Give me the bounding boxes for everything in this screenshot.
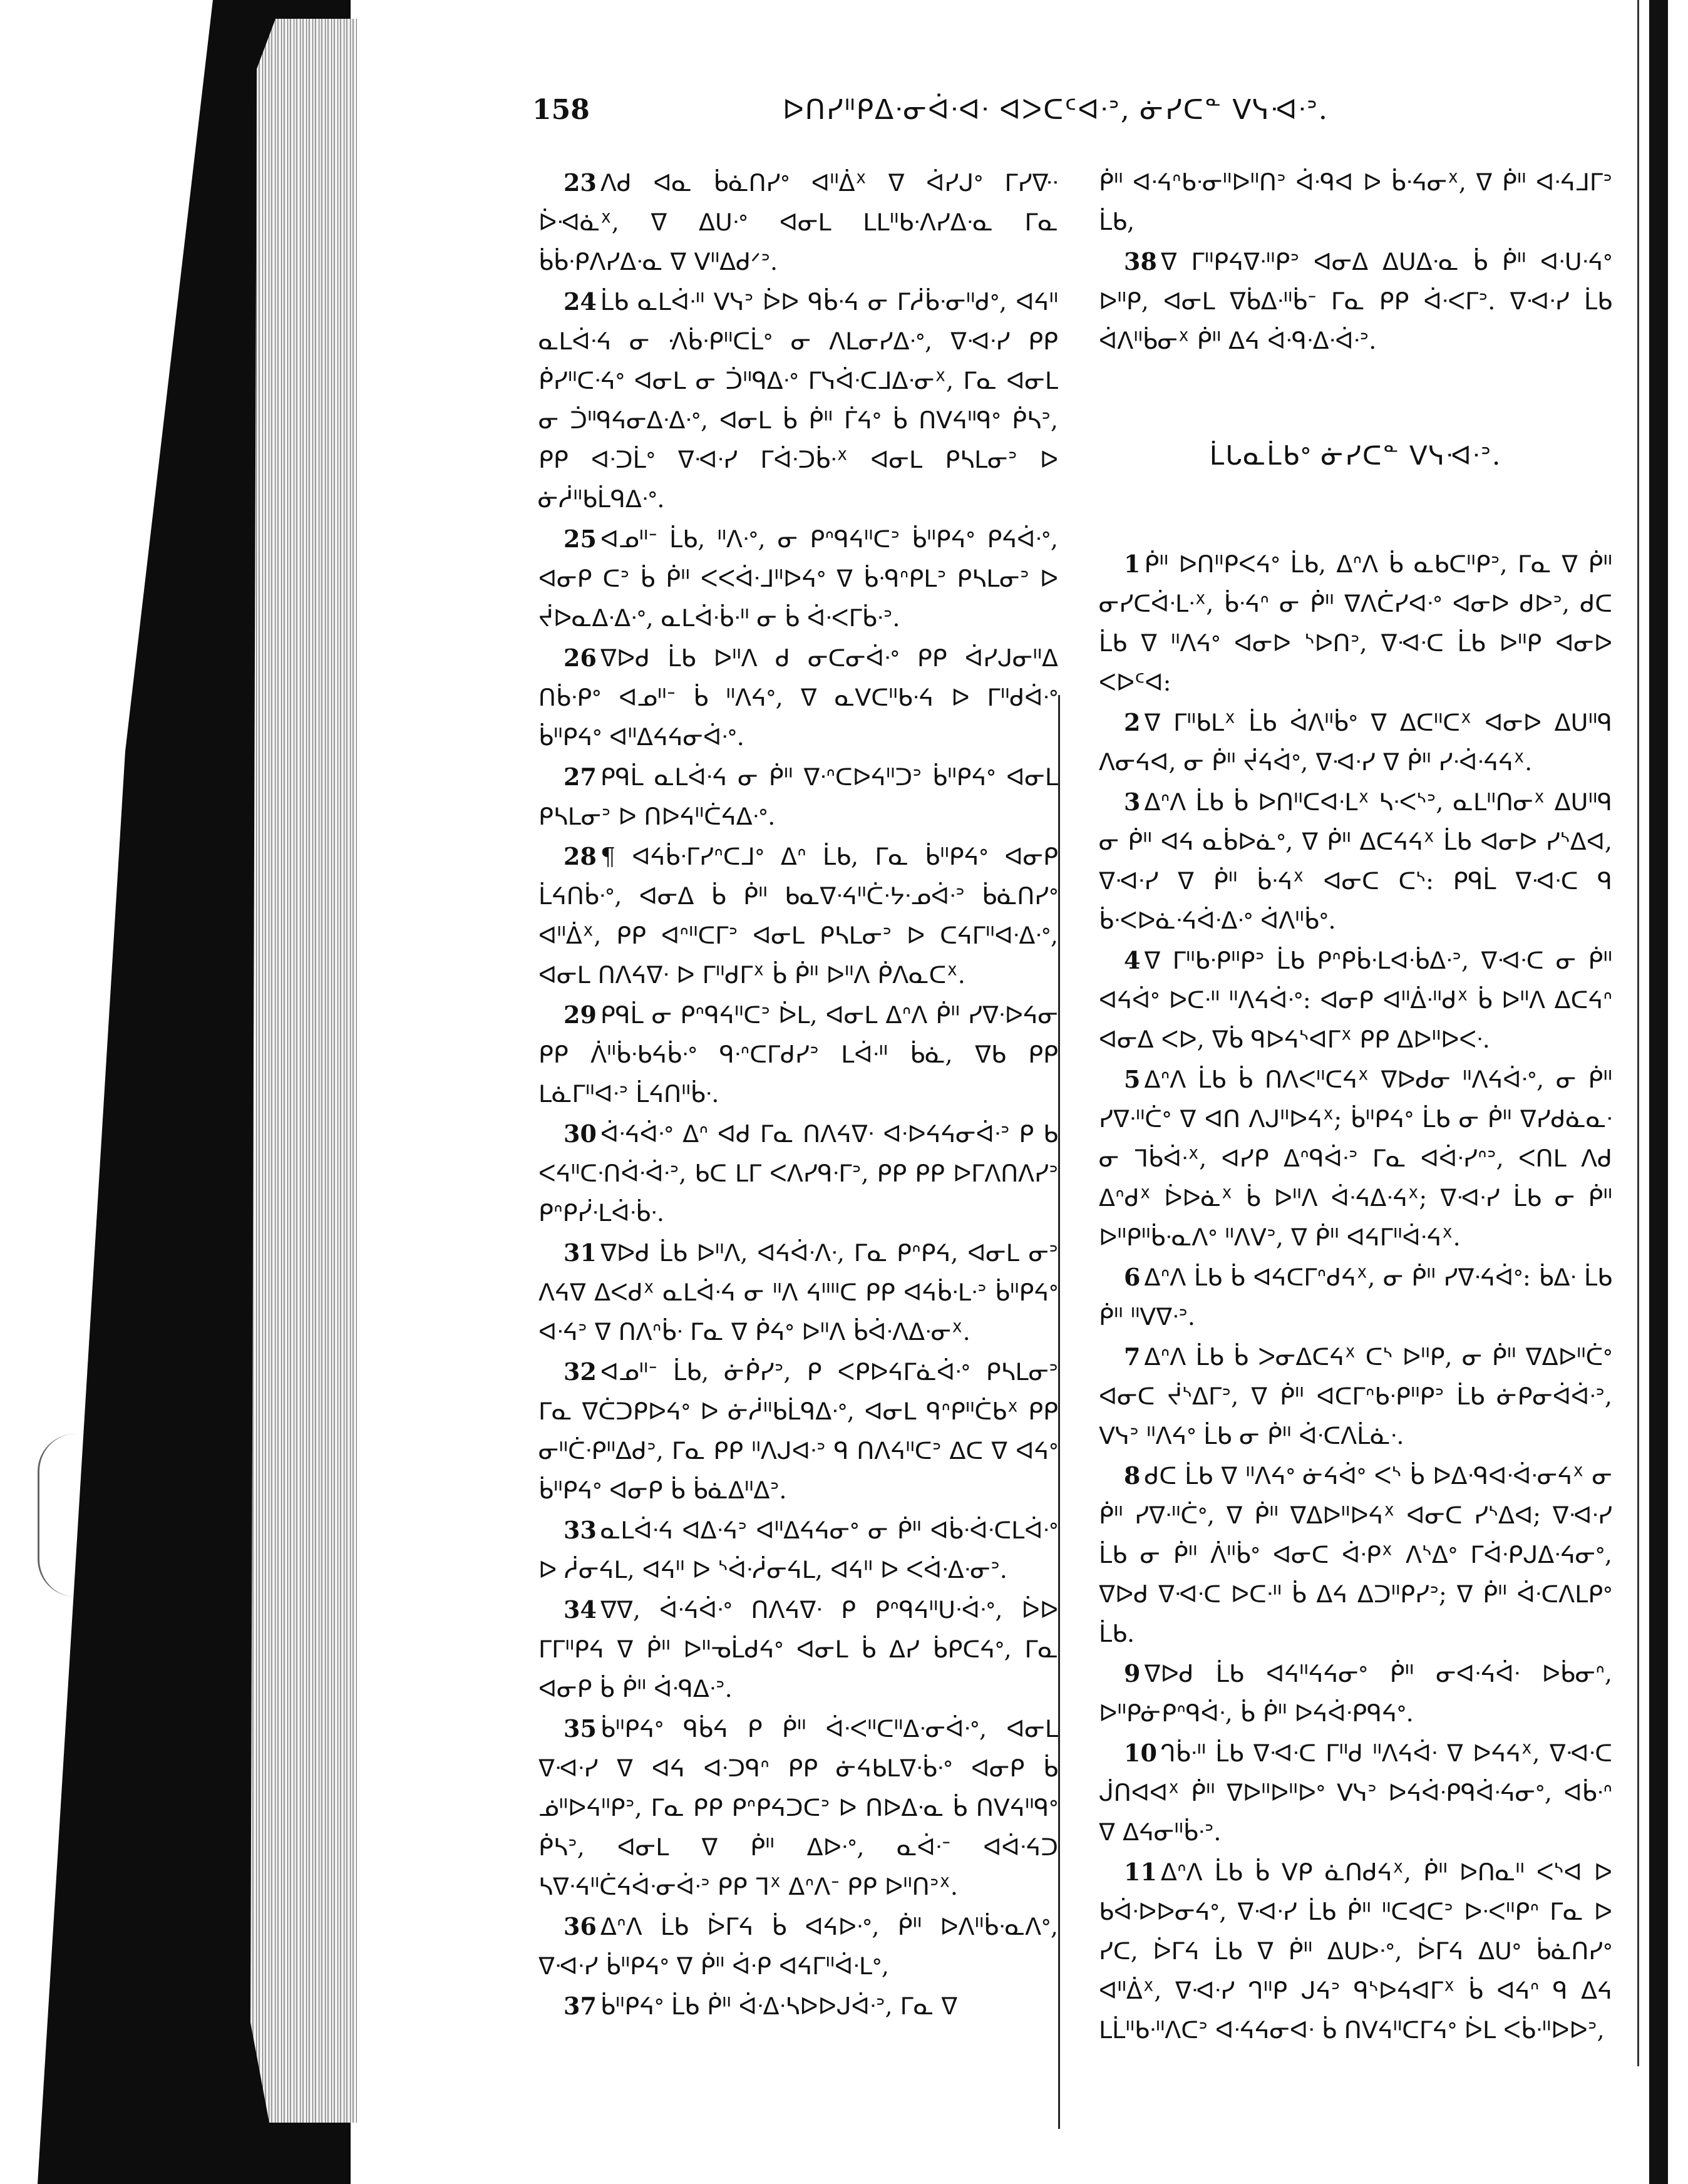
- verse-continuation: ᑮᐦ ᐊᐧᔦᐢᑲᐧᓂᐦᐅᐦᑎᐣ ᐋᐧᑫᐊ ᐅ ᑳᐧᔦᓂᕽ, ᐁ ᑮᐦ ᐊᐧᔦᒧᒥᐣ ᒫᑲ,: [1099, 168, 1612, 235]
- verse-text: ᑭᑫᒫ ᓇᒪᐋᐧᔦ ᓂ ᑮᐦ ᐁᐧᐢᑕᐅᔦᐦᑐᐣ ᑳᐦᑭᔦᐤ ᐊᓂᒪ ᑭᓴᒪᓂᐣ ᐅ ᑎᐅᔦᐦᑖᔦᐃᐧᐤ.: [538, 763, 1058, 830]
- verse-text: ᐊᓄᐦᐨ ᒫᑲ, ᓃᑮᓯᐣ, ᑭ ᐸᑭᐅᔦᒥᓈᐋᐧᐤ ᑭᓴᒪᓂᐣ ᒥᓇ ᐁᑖᑐᑭᐅᔦᐤ ᐅ ᓃᓲᐦᑲᒫᑫᐃᐧᐤ, ᐊᓂᒪ ᑫᐢᑭᐦᑖᑲᕽ ᑭᑭ ᓂᐦᑖᐧᑭᐦᐃᑯᐣ, ᒥᓇ ᑭᑭ ᐦᐱᒍᐊᐧᐣ ᑫ ᑎᐱᔦᐦᑕᐣ ᐃᑕ ᐁ ᐊᔦᐤ ᑳᐦᑭᔦᐤ ᐊᓂᑭ ᑳ ᑳᓈᐃᐦᐃᐣ.: [538, 1358, 1058, 1504]
- verse: [538, 638, 1058, 757]
- chapter-title: ᒫᒐᓇᒫᑲᐤ ᓃᓯᑕᓐ ᐯᓭᐗᐧᐣ.: [1209, 440, 1502, 471]
- verse: [538, 282, 1058, 519]
- left-column: [538, 163, 1058, 2073]
- book-page-edge: [0, 0, 363, 2184]
- verse-text: ᐁ ᒥᐦᑭᔦᐁᐧᐦᑭᐣ ᐊᓂᐃ ᐃᑌᐃᐧᓇ ᑳ ᑮᐦ ᐊᐧᑌᐧᔦᐤ ᐅᐦᑭ, ᐊᓂᒪ ᐁᑳᐃᐧᐦᑳᐨ ᒥᓇ ᑭᑭ ᐋᐧᐸᒥᐣ. ᐁᐗᐧᓯ ᒫᑲ ᐋᐱᐦᑳᓂᕽ ᑮᐦ ᐃᔦ ᐋᐧᑫᐧᐃᐧᐋᐧᐣ.: [1099, 248, 1612, 354]
- verse: [538, 757, 1058, 837]
- verse-number: 23: [564, 168, 597, 197]
- verse: [1099, 1733, 1612, 1852]
- verse: [1099, 1337, 1612, 1456]
- verse: [1099, 1059, 1612, 1257]
- verse: [1099, 703, 1612, 782]
- verse-number: 35: [564, 1714, 597, 1743]
- verse-number: 3: [1124, 788, 1141, 816]
- verse: [538, 519, 1058, 638]
- verse-text: ᐃᐢᐱ ᒫᑲ ᑳ ᐳᓂᐃᑕᔦᕽ ᑕᔅ ᐅᐦᑭ, ᓂ ᑮᐦ ᐁᐃᐅᐦᑖᐤ ᐊᓂᑕ ᔫᔅᐃᒥᐣ, ᐁ ᑮᐦ ᐊᑕᒥᐢᑲᐧᑭᐦᑭᐣ ᒫᑲ ᓃᑭᓂᐋᐋᐧᐣ, ᐯᓭᐣ ᐦᐱᔦᐤ ᒫᑲ ᓂ ᑮᐦ ᐋᐧᑕᐱᒫᓈᐧ.: [1099, 1343, 1612, 1450]
- verse-text: ᑯᑕ ᒫᑲ ᐁ ᐦᐱᔦᐤ ᓃᔦᐋᐤ ᐸᔅ ᑳ ᐅᐃᐧᑫᐊᐧᐋᐧᓂᔦᕽ ᓂ ᑮᐦ ᓯᐁᐧᐦᑖᐤ, ᐁ ᑮᐦ ᐁᐃᐅᐦᐅᔦᕽ ᐊᓂᑕ ᓯᔅᐃᐊ; ᐁᐗᐧᓯ ᒫᑲ ᓂ ᑮᐦ ᐲᐦᑳᐤ ᐊᓂᑕ ᐋᐧᑭᕽ ᐱᔅᐃᐤ ᒥᐋᐧᑭᒍᐃᐧᔦᓂᐤ, ᐁᐅᑯ ᐁᐗᐧᑕ ᐅᑕᐧᐦ ᑳ ᐃᔦ ᐃᑐᐦᑭᓯᐣ; ᐁ ᑮᐦ ᐋᐧᑕᐱᒪᑭᐤ ᒫᑲ.: [1099, 1462, 1612, 1647]
- verse: [1099, 940, 1612, 1059]
- column-divider: [1058, 695, 1060, 2129]
- verse: [538, 163, 1058, 282]
- verse-text: ᒉᑳᐧᐦ ᒫᑲ ᐁᐗᐧᑕ ᒥᐦᑯ ᐦᐱᔦᐋᐧ ᐁ ᐅᔦᔦᕽ, ᐁᐗᐧᑕ ᒎᑎᐊᐊᕽ ᑮᐦ ᐁᐅᐦᐅᐦᐅᐤ ᐯᓭᐣ ᐅᔦᐋᐧᑭᑫᐋᐧᔦᓂᐤ, ᐊᑳᐧᐢ ᐁ ᐃᔦᓂᐦᑳᐧᐣ.: [1099, 1739, 1612, 1846]
- verse-text: ᑭᑫᒫ ᓂ ᑭᐢᑫᔦᐦᑕᐣ ᐆᒪ, ᐊᓂᒪ ᐃᐢᐱ ᑮᐦ ᓯᐁᐧᐅᔦᓂ ᑭᑭ ᐲᐦᑳᐧᑲᔦᑳᐧᐤ ᑫᐧᐢᑕᒥᑯᓯᐣ ᒪᐋᐧᐦ ᑳᓈ, ᐁᑲ ᑭᑭ ᒪᓈᒥᐦᐊᐧᐣ ᒫᔦᑎᐦᑳᐧ.: [538, 1001, 1058, 1108]
- verse-number: 37: [564, 1992, 597, 2020]
- verse-number: 29: [564, 1001, 597, 1029]
- verse: [1099, 544, 1612, 703]
- verse: [1099, 1257, 1612, 1337]
- verse: [1099, 1852, 1612, 2050]
- verse-number: 8: [1124, 1461, 1141, 1490]
- verse: [538, 1352, 1058, 1510]
- verse: [1099, 242, 1612, 361]
- verse: [1099, 1654, 1612, 1733]
- verse-text: ᐁᐅᑯ ᒫᑲ ᐅᐦᐱ, ᐊᔦᐋᐧᐱᐧ, ᒥᓇ ᑭᐢᑭᔦ, ᐊᓂᒪ ᓂᐣ ᐱᔦᐁ ᐃᐸᑯᕽ ᓇᒪᐋᐧᔦ ᓂ ᐦᐱ ᔦᐦᐦᑕ ᑭᑭ ᐊᔦᑳᐧᒪᐧᐣ ᑳᐦᑭᔦᐤ ᐊᐧᔦᐣ ᐁ ᑎᐱᐢᑳᐧ ᒥᓇ ᐁ ᑮᔦᐤ ᐅᐦᐱ ᑳᐋᐧᐱᐃᐧᓂᕽ.: [538, 1239, 1058, 1346]
- verse-text: ᓇᒪᐋᐧᔦ ᐊᐃᐧᔦᐣ ᐊᐦᐃᔦᔦᓂᐤ ᓂ ᑮᐦ ᐊᑳᐧᐋᐧᑕᒪᐋᐧᐤ ᐅ ᓲᓂᔦᒪ, ᐊᔦᐦ ᐅ ᔅᐋᐧᓲᓂᔦᒪ, ᐊᔦᐦ ᐅ ᐸᐋᐧᐃᐧᓂᐣ.: [538, 1517, 1058, 1584]
- verse-number: 9: [1124, 1659, 1141, 1687]
- verse-number: 7: [1124, 1342, 1141, 1371]
- verse-text: ᐃᐢᐱ ᒫᑲ ᑳ ᑎᐱᐸᐦᑕᔦᕽ ᐁᐅᑯᓂ ᐦᐱᔦᐋᐧᐤ, ᓂ ᑮᐦ ᓯᐁᐧᐦᑖᐤ ᐁ ᐊᑎ ᐱᒍᐦᐅᔦᕽ; ᑳᐦᑭᔦᐤ ᒫᑲ ᓂ ᑮᐦ ᐁᓯᑯᓈᓇᐧ ᓂ ᒣᑳᐋᐧᕽ, ᐊᓯᑭ ᐃᐢᑫᐋᐧᐣ ᒥᓇ ᐊᐋᐧᓯᐢᐣ, ᐸᑎᒪ ᐱᑯ ᐃᐢᑯᕽ ᐆᐅᓈᕽ ᑳ ᐅᐦᐱ ᐋᐧᔦᐃᐧᔦᕽ; ᐁᐗᐧᓯ ᒫᑲ ᓂ ᑮᐦ ᐅᐦᑭᐦᑳᐧᓇᐱᐤ ᐦᐱᐯᐣ, ᐁ ᑮᐦ ᐊᔦᒥᐦᐋᐧᔦᕽ.: [1099, 1066, 1612, 1251]
- verse: [538, 1510, 1058, 1590]
- verse-number: 36: [564, 1912, 597, 1940]
- verse-number: 32: [564, 1357, 597, 1386]
- page-number: 158: [532, 94, 590, 126]
- page-header: [513, 94, 1640, 144]
- verse-number: 26: [564, 644, 597, 672]
- verse-number: 28: [564, 842, 597, 870]
- verse: [1099, 1456, 1612, 1654]
- verse-text: ᐁ ᒥᐦᑲᒪᕽ ᒫᑲ ᐋᐱᐦᑳᐤ ᐁ ᐃᑕᐦᑕᕽ ᐊᓂᐅ ᐃᑌᐦᑫ ᐱᓂᔦᐊ, ᓂ ᑮᐦ ᔫᔦᐋᐤ, ᐁᐗᐧᓯ ᐁ ᑮᐦ ᓯᐧᐋᐧᔦᔦᕽ.: [1099, 709, 1612, 776]
- verse-number: 2: [1124, 708, 1141, 736]
- right-column: [1099, 163, 1612, 2073]
- verse-number: 34: [564, 1595, 597, 1624]
- verse-number: 5: [1124, 1065, 1141, 1093]
- book-page: [513, 94, 1640, 2135]
- verse-number: 31: [564, 1239, 597, 1267]
- verse-number: 4: [1124, 946, 1141, 974]
- verse-text: ᐁ ᒥᐦᑲᐧᑭᐦᑭᐣ ᒫᑲ ᑭᐢᑭᑳᐧᒪᐊᐧᑳᐃᐧᐣ, ᐁᐗᐧᑕ ᓂ ᑮᐦ ᐊᔦᐋᐤ ᐅᑕᐧᐦ ᐦᐱᔦᐋᐧᐤ: ᐊᓂᑭ ᐊᐦᐄᐧᐦᑯᕽ ᑳ ᐅᐦᐱ ᐃᑕᔦᐢ ᐊᓂᐃ ᐸᐅ, ᐁᑳ ᑫᐅᔦᔅᐊᒥᕽ ᑭᑭ ᐃᐅᐦᐅᐸᐧ.: [1099, 947, 1612, 1053]
- verse-text: ᑳᐦᑭᔦᐤ ᒫᑲ ᑮᐦ ᐋᐧᐃᐧᓴᐅᐅᒍᐋᐧᐣ, ᒥᓇ ᐁ: [600, 1992, 958, 2020]
- verse-text: ᑮᐦ ᐅᑎᐦᑭᐸᔦᐤ ᒫᑲ, ᐃᐢᐱ ᑳ ᓇᑲᑕᐦᑭᐣ, ᒥᓇ ᐁ ᑮᐦ ᓂᓯᑕᐋᐧᒪᐧᕽ, ᑳᐧᔦᐢ ᓂ ᑮᐦ ᐁᐱᑖᓯᐊᐧᐤ ᐊᓂᐅ ᑯᐅᐣ, ᑯᑕ ᒫᑲ ᐁ ᐦᐱᔦᐤ ᐊᓂᐅ ᔅᐅᑎᐣ, ᐁᐗᐧᑕ ᒫᑲ ᐅᐦᑭ ᐊᓂᐅ ᐸᐅᑦᐊ:: [1099, 550, 1612, 696]
- right-page-border: [1649, 0, 1688, 2184]
- verse-number: 33: [564, 1516, 597, 1544]
- verse-number: 25: [564, 525, 597, 553]
- verse-number: 27: [564, 763, 597, 791]
- verse-number: 11: [1124, 1858, 1157, 1886]
- verse-number: 1: [1124, 550, 1141, 578]
- verse-text: ᐃᐢᐱ ᒫᑲ ᐆᒥᔦ ᑳ ᐊᔦᐅᐧᐤ, ᑮᐦ ᐅᐱᐦᑳᐧᓇᐱᐤ, ᐁᐗᐧᓯ ᑳᐦᑭᔦᐤ ᐁ ᑮᐦ ᐋᐧᑭ ᐊᔦᒥᐦᐋᐧᒪᐤ,: [538, 1913, 1058, 1980]
- verse-text: ᐃᐢᐱ ᒫᑲ ᑳ ᐊᔦᑕᒥᐢᑯᔦᕽ, ᓂ ᑮᐦ ᓯᐁᐧᔦᐋᐤ: ᑳᐃᐧ ᒫᑲ ᑮᐦ ᐦᐯᐁᐧᐣ.: [1099, 1264, 1612, 1331]
- page-stack-edges: [250, 19, 357, 2123]
- verse-text: ᐁᐅᑯ ᒫᑲ ᐊᔦᐦᔦᔦᓂᐤ ᑮᐦ ᓂᐊᐧᔦᐋᐧ ᐅᑳᓂᐢ, ᐅᐦᑭᓃᑭᐢᑫᐋᐧ, ᑳ ᑮᐦ ᐅᔦᐋᐧᑭᑫᔦᐤ.: [1099, 1660, 1612, 1727]
- verse-text: ᐱᑯ ᐊᓇ ᑳᓈᑎᓯᐤ ᐊᐦᐄᕽ ᐁ ᐋᓯᒍᐤ ᒥᓯᐍᐧ ᐆᐗᓈᕽ, ᐁ ᐃᑌᐧᐤ ᐊᓂᒪ ᒪᒪᐦᑲᐧᐱᓯᐃᐧᓇ ᒥᓇ ᑳᑳᐧᑭᐱᓯᐃᐧᓇ ᐁ ᐯᐦᐃᑯᐟᐣ.: [538, 169, 1058, 276]
- verse-text: ᐋᐧᔦᐋᐧᐤ ᐃᐢ ᐊᑯ ᒥᓇ ᑎᐱᔦᐁᐧ ᐊᐧᐅᔦᔦᓂᐋᐧᐣ ᑭ ᑲ ᐸᔦᐦᑕᐧᑎᐋᐧᐋᐧᐣ, ᑲᑕ ᒪᒥ ᐸᐱᓯᑫᐧᒥᐣ, ᑭᑭ ᑭᑭ ᐅᒥᐱᑎᐱᓯᐣ ᑭᐢᑭᓰᐧᒪᐋᐧᑳᐧ.: [538, 1120, 1058, 1227]
- verse-text: ¶ ᐊᔦᑳᐧᒥᓯᐢᑕᒧᐤ ᐃᐢ ᒫᑲ, ᒥᓇ ᑳᐦᑭᔦᐤ ᐊᓂᑭ ᒫᔦᑎᑳᐧᐤ, ᐊᓂᐃ ᑳ ᑮᐦ ᑲᓇᐁᐧᔦᐦᑖᐧᔭᐧᓄᐋᐧᐣ ᑳᓈᑎᓯᐤ ᐊᐦᐄᕽ, ᑭᑭ ᐊᐢᐦᑕᒥᐣ ᐊᓂᒪ ᑭᓴᒪᓂᐣ ᐅ ᑕᔦᒥᐦᐊᐧᐃᐧᐤ, ᐊᓂᒪ ᑎᐱᔦᐁᐧ ᐅ ᒥᐦᑯᒥᕽ ᑳ ᑮᐦ ᐅᐦᐱ ᑮᐱᓇᑕᕽ.: [538, 843, 1058, 989]
- verse: [538, 1986, 1058, 2026]
- verse: [538, 1907, 1058, 1986]
- verse-number: 6: [1124, 1263, 1141, 1291]
- verse-text: ᐁᐅᑯ ᒫᑲ ᐅᐦᐱ ᑯ ᓂᑕᓂᐋᐧᐤ ᑭᑭ ᐋᓯᒍᓂᐦᐃ ᑎᑳᐧᑭᐤ ᐊᓄᐦᐨ ᑳ ᐦᐱᔦᐤ, ᐁ ᓇᐯᑕᐦᑲᐧᔦ ᐅ ᒥᐦᑯᐋᐧᐤ ᑳᐦᑭᔦᐤ ᐊᐦᐃᔦᔦᓂᐋᐧᐤ.: [538, 644, 1058, 751]
- verse: [538, 837, 1058, 995]
- verse-text: ᑳᐦᑭᔦᐤ ᑫᑳᔦ ᑭ ᑮᐦ ᐋᐧᐸᐦᑕᐦᐃᐧᓂᐋᐧᐤ, ᐊᓂᒪ ᐁᐗᐧᓯ ᐁ ᐊᔦ ᐊᐧᑐᑫᐢ ᑭᑭ ᓃᔦᑲᒪᐁᐧᑳᐧᐤ ᐊᓂᑭ ᑳ ᓅᐦᐅᔦᐦᑭᐣ, ᒥᓇ ᑭᑭ ᑭᐢᑭᔦᑐᑕᐣ ᐅ ᑎᐅᐃᐧᓇ ᑳ ᑎᐯᔦᐦᑫᐤ ᑮᓴᐣ, ᐊᓂᒪ ᐁ ᑮᐦ ᐃᐅᐧᐤ, ᓇᐋᐧᐨ ᐊᐋᐧᔦᑐ ᓴᐁᐧᔦᐦᑖᔦᐋᐧᓂᐋᐧᐣ ᑭᑭ ᒣᕽ ᐃᐢᐱᐨ ᑭᑭ ᐅᐦᑎᐣᕽ.: [538, 1715, 1058, 1900]
- verse: [1099, 782, 1612, 940]
- page-curl-mark: [38, 1434, 77, 1597]
- verse-text: ᐃᐢᐱ ᒫᑲ ᑳ ᐅᑎᐦᑕᐊᐧᒪᕽ ᓴᐧᐸᔅᐣ, ᓇᒪᐦᑎᓂᕽ ᐃᑌᐦᑫ ᓂ ᑮᐦ ᐊᔦ ᓇᑳᐅᓈᐤ, ᐁ ᑮᐦ ᐃᑕᔦᔦᕽ ᒫᑲ ᐊᓂᐅ ᓯᔅᐃᐊ, ᐁᐗᐧᓯ ᐁ ᑮᐦ ᑳᐧᔦᕽ ᐊᓂᑕ ᑕᔅ: ᑭᑫᒫ ᐁᐗᐧᑕ ᑫ ᑳᐧᐸᐅᓈᐧᔦᐋᐧᐃᐧᐤ ᐋᐱᐦᑳᐤ.: [1099, 788, 1612, 934]
- verse: [538, 995, 1058, 1114]
- verse-text: ᒫᑲ ᓇᒪᐋᐧᐦ ᐯᓭᐣ ᐆᐅ ᑫᑳᐧᔦ ᓂ ᒥᓲᑳᐧᓂᐦᑯᐤ, ᐊᔦᐦ ᓇᒪᐋᐧᔦ ᓂ ᐼᑳᐧᑭᐦᑕᒫᐤ ᓂ ᐱᒪᓂᓯᐃᐧᐤ, ᐁᐗᐧᓯ ᑭᑭ ᑮᓯᐦᑕᐧᔦᐤ ᐊᓂᒪ ᓂ ᑑᐦᑫᐃᐧᐤ ᒥᓭᐋᐧᑕᒧᐃᐧᓂᕽ, ᒥᓇ ᐊᓂᒪ ᓂ ᑑᐦᑫᔦᓂᐃᐧᐃᐧᐤ, ᐊᓂᒪ ᑳ ᑮᐦ ᒦᔦᐤ ᑳ ᑎᐯᔦᐦᑫᐤ ᑮᓴᐣ, ᑭᑭ ᐊᐧᑐᒫᐤ ᐁᐗᐧᓯ ᒥᐋᐧᑐᑳᐧᕽ ᐊᓂᒪ ᑭᓴᒪᓂᐣ ᐅ ᓃᓲᐦᑲᒫᑫᐃᐧᐤ.: [538, 288, 1058, 513]
- verse-text: ᐁᐁ, ᐋᐧᔦᐋᐧᐤ ᑎᐱᔦᐁᐧ ᑭ ᑭᐢᑫᔦᐦᑌᐧᐋᐧᐤ, ᐆᐅ ᒥᒥᐦᑭᔦ ᐁ ᑮᐦ ᐅᐦᓀᒫᑯᔦᐤ ᐊᓂᒪ ᑳ ᐃᓯ ᑳᑭᑕᔦᐤ, ᒥᓇ ᐊᓂᑭ ᑳ ᑮᐦ ᐋᐧᑫᐃᐧᐣ.: [538, 1596, 1058, 1702]
- verse-number: 30: [564, 1120, 597, 1148]
- verse-number: 10: [1124, 1739, 1157, 1767]
- running-title: ᐅᑎᓯᐦᑭᐃᐧᓂᐋᐧᐊᐧ ᐊᐳᑕᑦᐊᐧᐣ, ᓃᓯᑕᓐ ᐯᓭᐗᐧᐣ.: [783, 94, 1329, 126]
- verse: [538, 1709, 1058, 1907]
- verse-text: ᐊᓄᐦᐨ ᒫᑲ, ᐦᐱᐧᐤ, ᓂ ᑭᐢᑫᔦᐦᑕᐣ ᑳᐦᑭᔦᐤ ᑭᔦᐋᐧᐤ, ᐊᓂᑭ ᑕᐣ ᑳ ᑮᐦ ᐸᐸᐋᐧᒧᐦᐅᔦᐤ ᐁ ᑳᐧᑫᐢᑭᒪᐣ ᑭᓴᒪᓂᐣ ᐅ ᔫᐅᓇᐃᐧᐃᐧᐤ, ᓇᒪᐋᐧᑳᐧᐦ ᓂ ᑳ ᐋᐧᐸᒥᑳᐧᐣ.: [538, 525, 1058, 632]
- verse-text: ᐃᐢᐱ ᒫᑲ ᑳ ᐯᑭ ᓈᑎᑯᔦᕽ, ᑮᐦ ᐅᑎᓇᐦ ᐸᔅᐊ ᐅ ᑲᐋᐧᐅᐅᓂᔦᐤ, ᐁᐗᐧᓯ ᒫᑲ ᑮᐦ ᐦᑕᐊᑕᐣ ᐅᐧᐸᐦᑭᐢ ᒥᓇ ᐅ ᓯᑕ, ᐆᒥᔦ ᒫᑲ ᐁ ᑮᐦ ᐃᑌᐅᐧᐤ, ᐆᒥᔦ ᐃᑌᐤ ᑳᓈᑎᓯᐤ ᐊᐦᐄᕽ, ᐁᐗᐧᓯ ᒉᐦᑭ ᒍᔦᐣ ᑫᔅᐅᔦᐊᒥᕽ ᑳ ᐊᔦᐢ ᑫ ᐃᔦ ᒪᒫᐦᑲᐧᐦᐱᑕᐣ ᐊᐧᔦᔦᓂᐊᐧ ᑳ ᑎᐯᔦᐦᑕᒥᔦᐤ ᐆᒪ ᐸᑳᐧᐦᐅᐅᐣ,: [1099, 1858, 1612, 2044]
- verse: [538, 1114, 1058, 1233]
- verse-number: 24: [564, 287, 597, 316]
- verse: [538, 1233, 1058, 1352]
- verse: [538, 1590, 1058, 1709]
- verse-number: 38: [1124, 247, 1157, 276]
